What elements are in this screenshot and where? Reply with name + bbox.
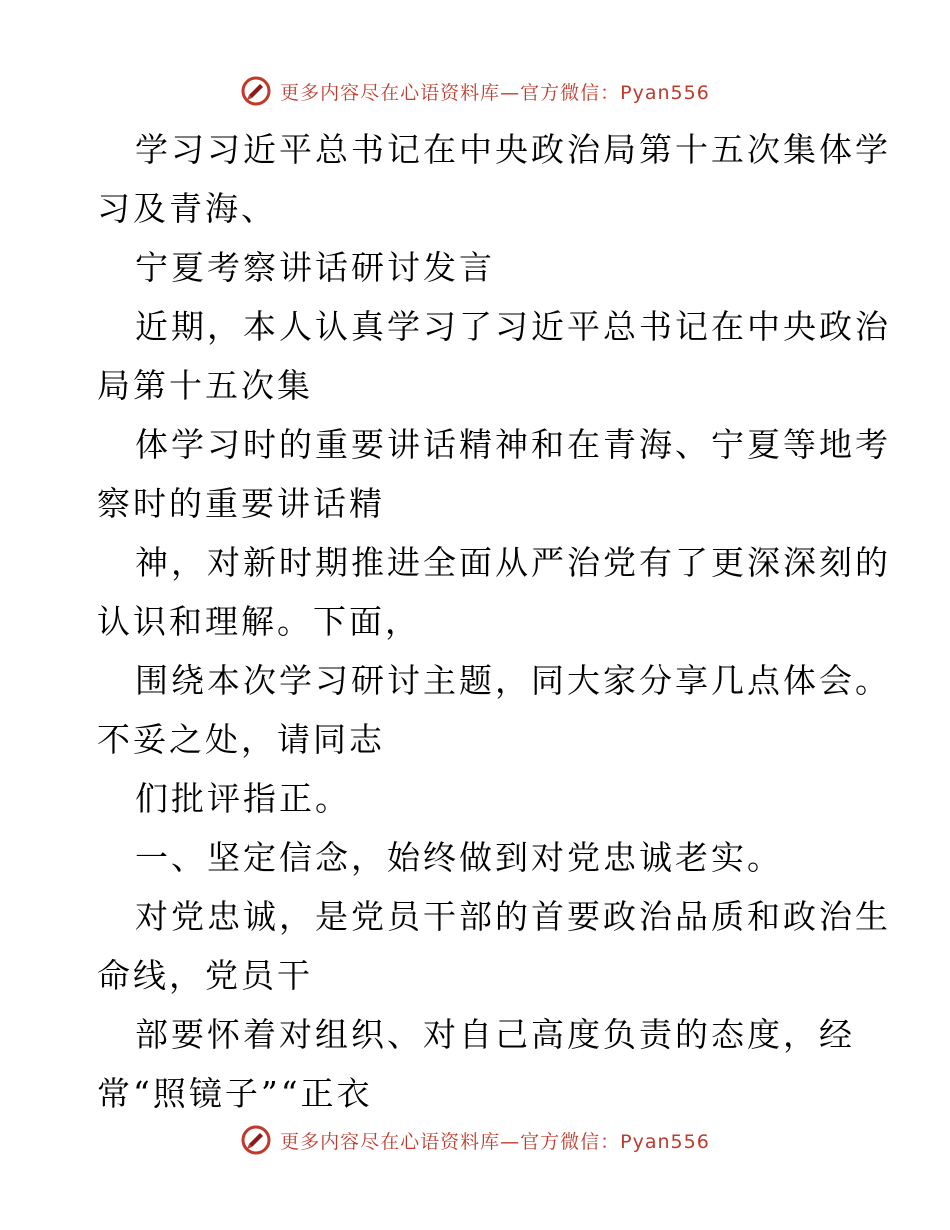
text-line: 命线，党员干 [97, 956, 313, 995]
text-line: 们批评指正。 [135, 779, 351, 818]
text-line: 一、坚定信念，始终做到对党忠诚老实。 [135, 838, 783, 877]
document-body [97, 120, 891, 1123]
header-banner [0, 74, 950, 108]
footer-banner [0, 1123, 950, 1157]
text-line: 部要怀着对组织、对自己高度负责的态度，经 [135, 1015, 855, 1054]
text-line: 学习习近平总书记在中央政治局第十五次集体学 [135, 130, 891, 169]
banner-text: 更多内容尽在心语资料库—官方微信：Pyan556 [280, 81, 710, 104]
text-line: 不妥之处，请同志 [97, 720, 385, 759]
text-line: 习及青海、 [97, 189, 277, 228]
text-line: 近期，本人认真学习了习近平总书记在中央政治 [135, 307, 891, 346]
text-line: 宁夏考察讲话研讨发言 [135, 248, 495, 287]
text-line: 察时的重要讲话精 [97, 484, 385, 523]
text-line: 体学习时的重要讲话精神和在青海、宁夏等地考 [135, 425, 891, 464]
text-line: 常“照镜子”“正衣 [97, 1074, 373, 1113]
text-line: 局第十五次集 [97, 366, 313, 405]
logo-icon [240, 1124, 272, 1156]
banner-text: 更多内容尽在心语资料库—官方微信：Pyan556 [280, 1130, 710, 1153]
text-line: 神，对新时期推进全面从严治党有了更深深刻的 [135, 543, 891, 582]
text-line: 围绕本次学习研讨主题，同大家分享几点体会。 [135, 661, 891, 700]
logo-icon [240, 75, 272, 107]
text-line: 对党忠诚，是党员干部的首要政治品质和政治生 [135, 897, 891, 936]
body-text [97, 120, 891, 1123]
text-line: 认识和理解。下面， [97, 602, 421, 641]
